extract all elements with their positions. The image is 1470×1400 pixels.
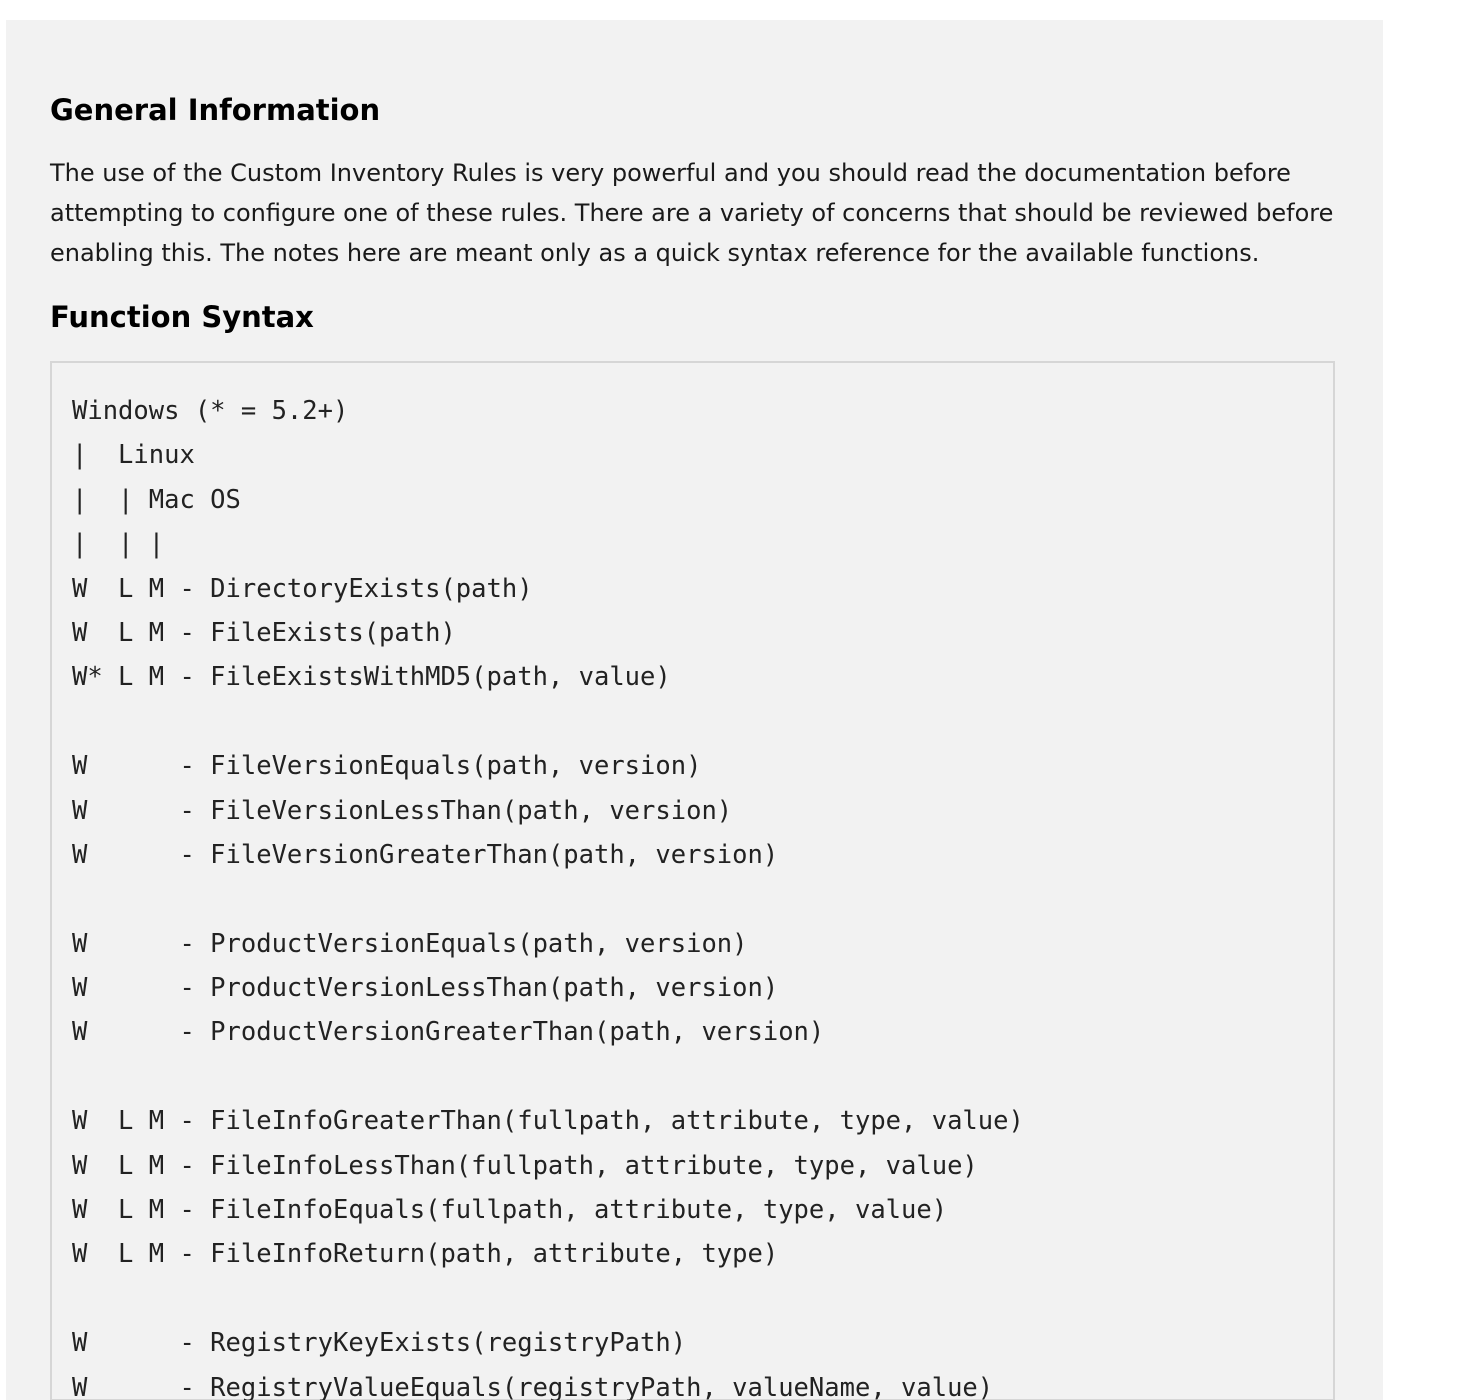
function-syntax-code-block — [50, 361, 1335, 1400]
help-content — [6, 20, 1383, 1400]
syntax-line: W - RegistryKeyExists(registryPath) — [72, 1328, 687, 1359]
syntax-line: Windows (* = 5.2+) — [72, 396, 349, 426]
syntax-line-blank — [72, 1055, 1333, 1099]
syntax-line: W - ProductVersionLessThan(path, version) — [72, 973, 779, 1004]
syntax-line: | Linux — [72, 440, 195, 471]
syntax-line: W L M - FileInfoReturn(path, attribute, type) — [72, 1239, 779, 1270]
syntax-line: W - ProductVersionGreaterThan(path, version) — [72, 1017, 825, 1048]
syntax-line: | | | — [72, 529, 165, 560]
general-information-text: The use of the Custom Inventory Rules is very powerful and you should read the documentation before attempting to configure one of these rules. There are a variety of concerns that should be reviewed before enabling this. The notes here are meant only as a quick syntax reference for the available functions. — [50, 159, 1334, 267]
syntax-line: | | Mac OS — [72, 484, 241, 515]
syntax-line-blank — [72, 877, 1333, 921]
syntax-line: W L M - FileInfoEquals(fullpath, attribute, type, value) — [72, 1195, 948, 1226]
general-information-heading: General Information — [50, 93, 381, 127]
syntax-line: W - ProductVersionEquals(path, version) — [72, 928, 748, 959]
syntax-line: W L M - FileExists(path) — [72, 617, 456, 648]
help-panel — [6, 20, 1383, 1400]
syntax-line: W L M - DirectoryExists(path) — [72, 573, 533, 604]
syntax-line: W L M - FileInfoLessThan(fullpath, attribute, type, value) — [72, 1150, 978, 1181]
syntax-line-blank — [72, 1277, 1333, 1321]
syntax-line: W - FileVersionLessThan(path, version) — [72, 795, 733, 826]
syntax-line: W* L M - FileExistsWithMD5(path, value) — [72, 662, 671, 693]
syntax-line: W - RegistryValueEquals(registryPath, valueName, value) — [72, 1372, 994, 1400]
syntax-line: W - FileVersionGreaterThan(path, version) — [72, 839, 779, 870]
syntax-line-blank — [72, 700, 1333, 744]
syntax-line: W - FileVersionEquals(path, version) — [72, 751, 702, 782]
syntax-line: W L M - FileInfoGreaterThan(fullpath, attribute, type, value) — [72, 1106, 1024, 1137]
function-syntax-heading: Function Syntax — [50, 300, 314, 334]
